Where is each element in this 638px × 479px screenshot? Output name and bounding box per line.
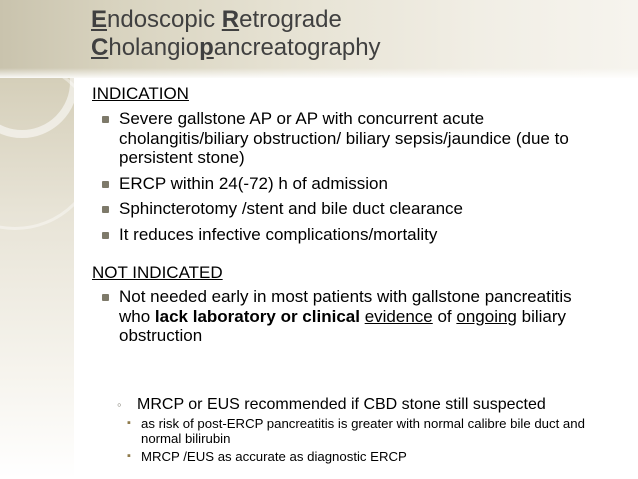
sub-list-item-text: MRCP or EUS recommended if CBD stone still suspected	[137, 396, 546, 413]
not-indicated-list	[0, 287, 638, 346]
list-item	[0, 174, 638, 194]
list-item	[0, 225, 638, 245]
bold-text: lack laboratory or clinical	[154, 306, 360, 326]
sub-sub-list-item	[0, 416, 638, 446]
bullet-square-icon	[102, 181, 109, 188]
text-run: of	[432, 306, 457, 326]
list-item-text: It reduces infective complications/mortality	[119, 224, 438, 244]
indication-heading: INDICATION	[92, 84, 189, 103]
title-initial: C	[91, 34, 109, 61]
not-indicated-heading: NOT INDICATED	[92, 263, 223, 282]
list-item-text: Severe gallstone AP or AP with concurrent acute cholangitis/biliary obstruction/ biliary sepsis/jaundice (due to persistent stone)	[119, 109, 569, 167]
text-run: biliary obstruction	[119, 306, 567, 345]
title-line-1	[91, 6, 621, 34]
sub-sub-list-item-text: MRCP /EUS as accurate as diagnostic ERCP	[141, 449, 407, 464]
title-initial: E	[91, 6, 108, 33]
title-word-part: holangio	[108, 34, 200, 61]
list-item	[0, 109, 638, 168]
sub-sub-list-item-text: as risk of post-ERCP pancreatitis is greater with normal calibre bile duct and normal bilirubin	[141, 416, 585, 446]
bullet-small-square-icon: ▪	[127, 450, 131, 462]
indication-list	[0, 109, 638, 244]
title-line-2	[91, 34, 621, 62]
bullet-square-icon	[102, 232, 109, 239]
list-item-text: Sphincterotomy /stent and bile duct clearance	[119, 199, 463, 218]
bullet-circle-icon: ◦	[117, 397, 122, 412]
title-word-part: etrograde	[239, 6, 342, 33]
list-item-text	[119, 287, 599, 346]
bullet-square-icon	[102, 116, 109, 123]
underlined-text: ongoing	[456, 306, 517, 326]
bullet-small-square-icon: ▪	[127, 417, 131, 429]
title-initial: p	[199, 34, 214, 61]
title-initial: R	[221, 6, 240, 33]
list-item	[0, 287, 638, 346]
underlined-text: evidence	[364, 306, 433, 326]
sub-list-item	[0, 395, 638, 414]
title-word-part: ancreatography	[213, 34, 381, 61]
list-item-text: ERCP within 24(-72) h of admission	[119, 173, 388, 193]
sub-sub-list-item	[0, 449, 638, 464]
text-run: Not needed early in most patients with gallstone pancreatitis who	[119, 287, 572, 326]
bullet-square-icon	[102, 206, 109, 213]
bullet-square-icon	[102, 294, 109, 301]
title-word-part: ndoscopic	[107, 6, 216, 33]
list-item	[0, 199, 638, 219]
slide-title	[91, 6, 621, 62]
